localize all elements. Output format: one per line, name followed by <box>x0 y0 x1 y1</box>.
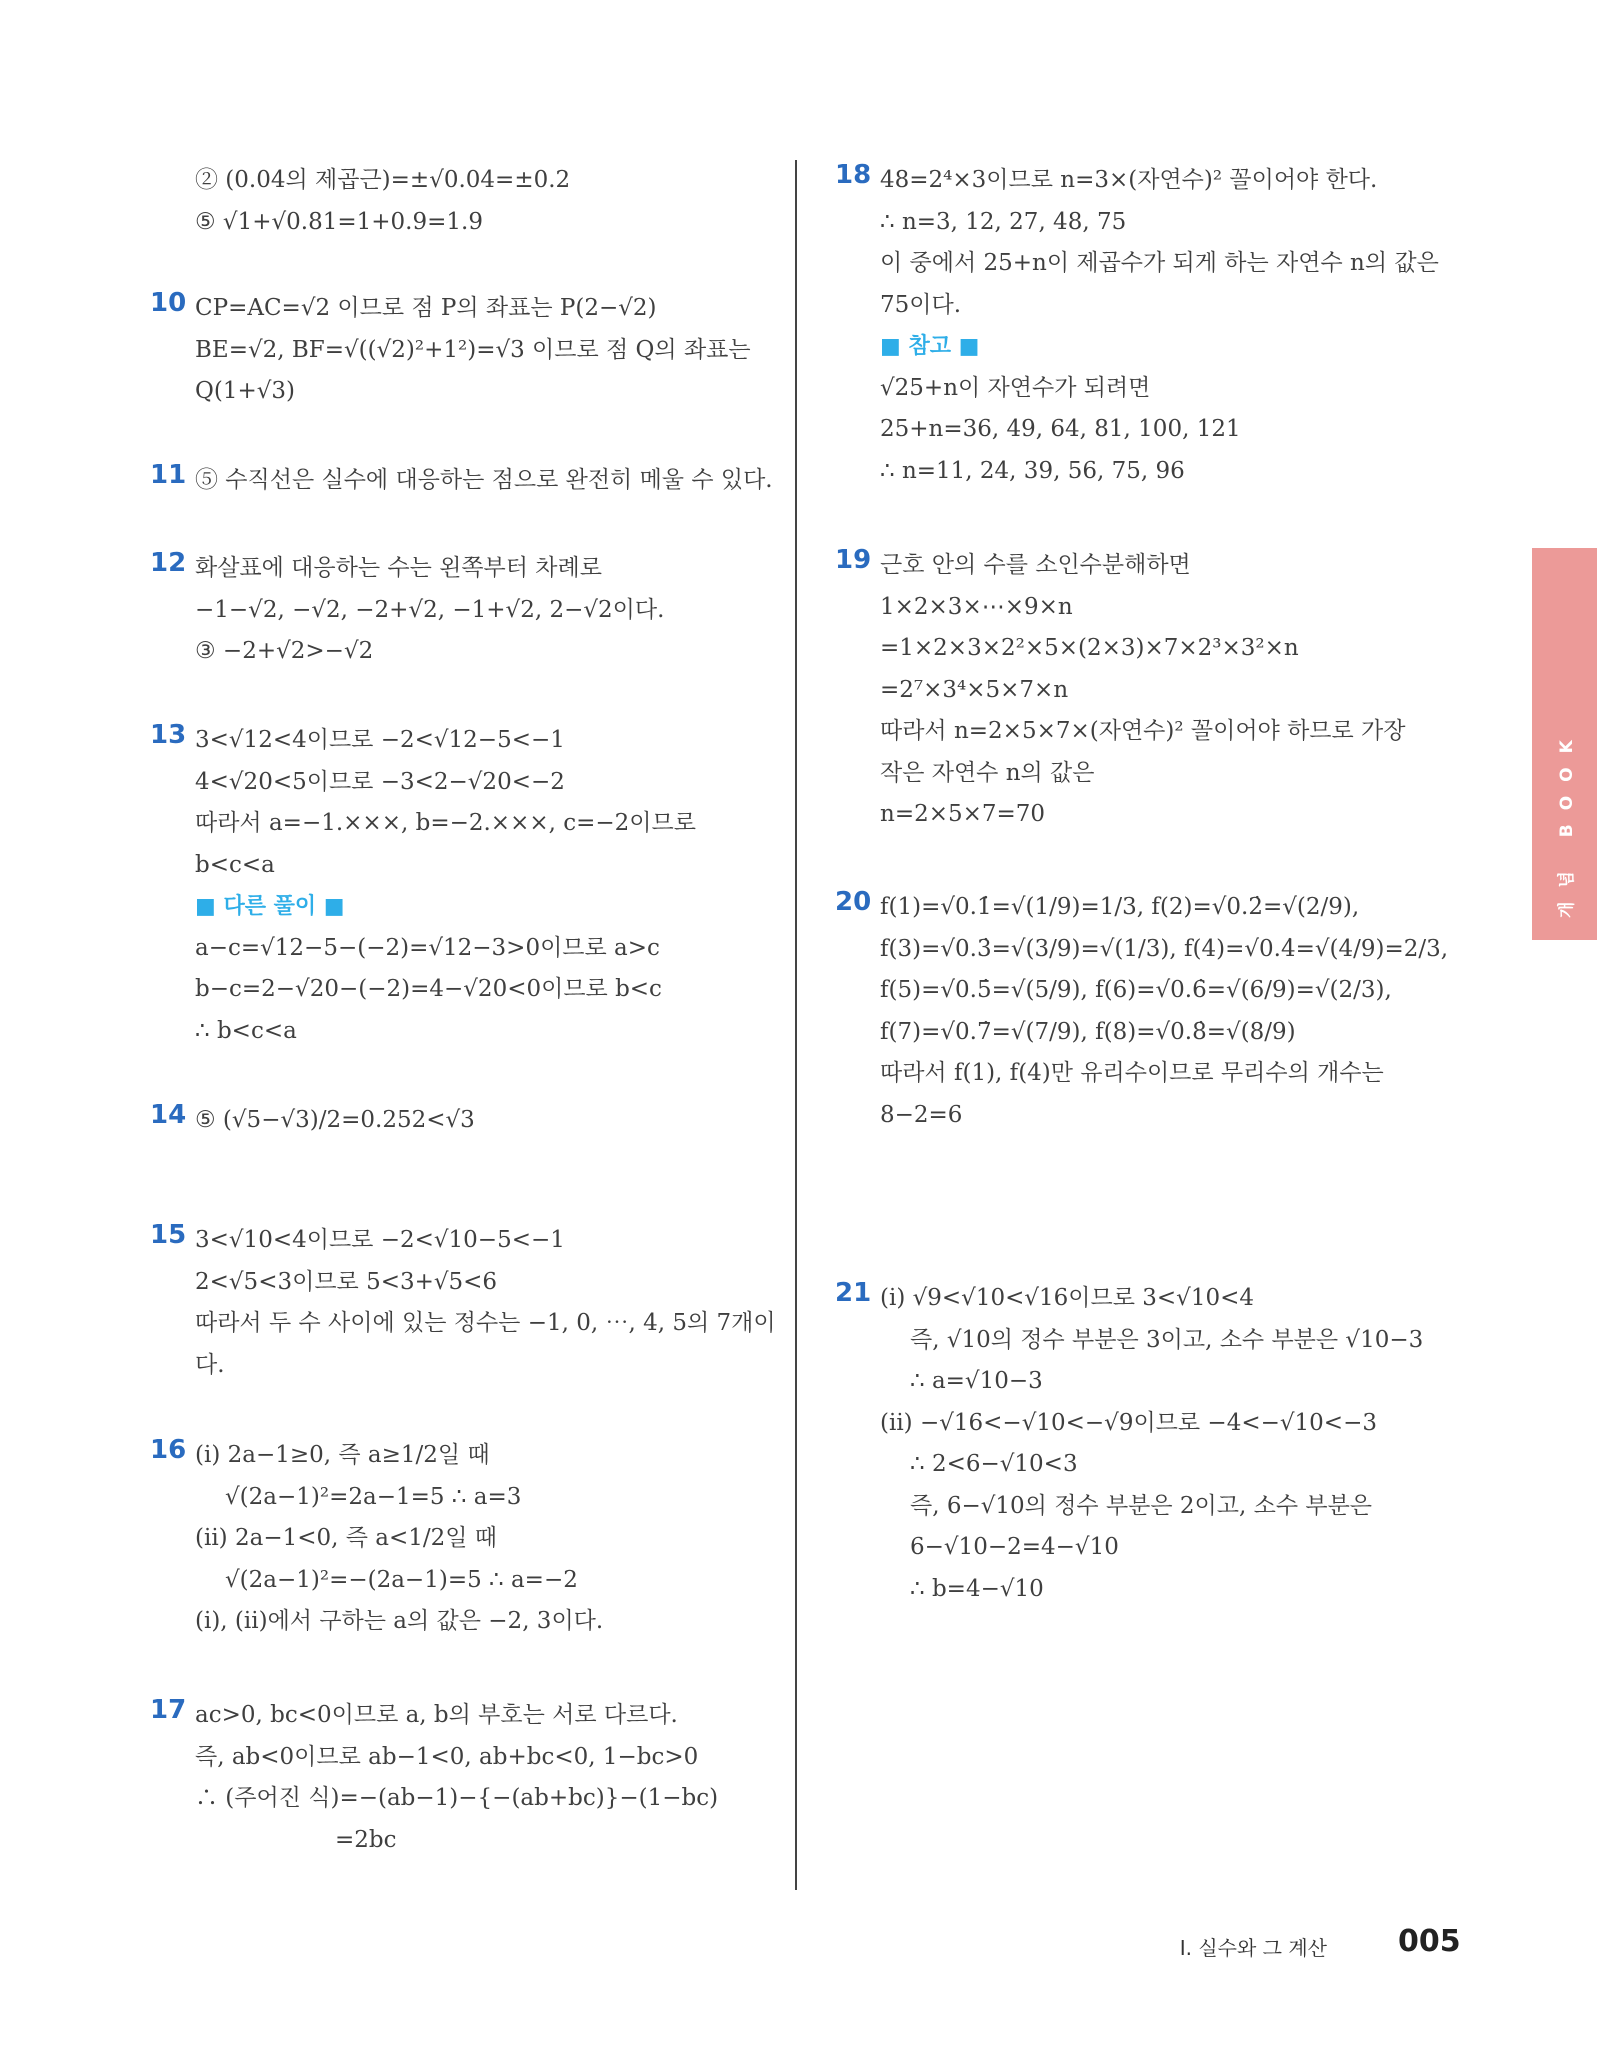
solution-line: (i) 2a−1≥0, 즉 a≥1/2일 때 <box>195 1442 490 1468</box>
problem-body <box>195 1220 790 1386</box>
solution-line: ac>0, bc<0이므로 a, b의 부호는 서로 다르다. <box>195 1702 678 1728</box>
problem-number: 16 <box>150 1435 187 1465</box>
problem-body <box>195 1695 790 1861</box>
solution-line: ∴ (주어진 식)=−(ab−1)−{−(ab+bc)}−(1−bc) <box>195 1785 719 1811</box>
solution-line: 작은 자연수 n의 값은 <box>880 759 1095 786</box>
solution-line: ∴ b<c<a <box>195 1017 297 1044</box>
solution-line: 따라서 a=−1.×××, b=−2.×××, c=−2이므로 <box>195 810 696 836</box>
solution-line: f(7)=√0.7̇=√(7/9), f(8)=√0.8̇=√(8/9) <box>880 1018 1296 1045</box>
problem-body <box>195 548 790 673</box>
problem-body <box>880 160 1465 492</box>
footer-page-number: 005 <box>1398 1924 1461 1959</box>
solution-line: ⑤ (√5−√3)/2=0.252<√3 <box>195 1107 475 1133</box>
note-heading: ■ 다른 풀이 ■ <box>195 894 345 919</box>
problem-number: 13 <box>150 720 187 750</box>
solution-line: 즉, ab<0이므로 ab−1<0, ab+bc<0, 1−bc>0 <box>195 1743 699 1770</box>
problem-number: 11 <box>150 460 187 490</box>
solution-line: b<c<a <box>195 851 275 878</box>
column-divider <box>795 160 797 1890</box>
solution-line: ∴ a=√10−3 <box>910 1368 1043 1394</box>
solution-line: ② (0.04의 제곱근)=±√0.04=±0.2 <box>195 167 571 193</box>
solution-line: CP=AC=√2 이므로 점 P의 좌표는 P(2−√2) <box>195 295 657 321</box>
solution-line: b−c=2−√20−(−2)=4−√20<0이므로 b<c <box>195 976 662 1002</box>
solution-line: 따라서 n=2×5×7×(자연수)² 꼴이어야 하므로 가장 <box>880 718 1406 744</box>
solution-line: 3<√12<4이므로 −2<√12−5<−1 <box>195 727 565 753</box>
solution-line: ③ −2+√2>−√2 <box>195 638 374 664</box>
problem-number: 10 <box>150 288 187 318</box>
solution-line: 이 중에서 25+n이 제곱수가 되게 하는 자연수 n의 값은 <box>880 250 1439 276</box>
solution-line: ⑤ √1+√0.81=1+0.9=1.9 <box>195 208 483 235</box>
solution-line: 따라서 두 수 사이에 있는 정수는 −1, 0, ⋯, 4, 5의 7개이 <box>195 1310 776 1336</box>
solution-line: f(1)=√0.1̇=√(1/9)=1/3, f(2)=√0.2̇=√(2/9), <box>880 894 1360 920</box>
problem-number: 15 <box>150 1220 187 1250</box>
problem-body <box>195 1435 790 1643</box>
solution-line: ⑤ 수직선은 실수에 대응하는 점으로 완전히 메울 수 있다. <box>195 467 773 493</box>
solution-line: 1×2×3×⋯×9×n <box>880 593 1073 620</box>
solution-line: 즉, √10의 정수 부분은 3이고, 소수 부분은 √10−3 <box>910 1326 1424 1353</box>
solution-line: 따라서 f(1), f(4)만 유리수이므로 무리수의 개수는 <box>880 1060 1384 1086</box>
solution-line: √(2a−1)²=−(2a−1)=5 ∴ a=−2 <box>225 1566 578 1593</box>
problem-number: 21 <box>835 1278 872 1308</box>
problem-number: 20 <box>835 887 872 917</box>
solution-line: f(5)=√0.5̇=√(5/9), f(6)=√0.6̇=√(6/9)=√(2/3), <box>880 977 1392 1003</box>
problem-body <box>195 1100 790 1142</box>
solution-line: Q(1+√3) <box>195 378 295 404</box>
solution-line: a−c=√12−5−(−2)=√12−3>0이므로 a>c <box>195 934 660 961</box>
solution-line: (ii) −√16<−√10<−√9이므로 −4<−√10<−3 <box>880 1409 1377 1436</box>
problem-body <box>195 288 790 413</box>
solution-line: 75이다. <box>880 291 962 318</box>
side-tab <box>1532 548 1597 940</box>
solution-line: =2⁷×3⁴×5×7×n <box>880 676 1069 703</box>
problem-body <box>880 1278 1465 1610</box>
problem-body <box>880 887 1465 1136</box>
solution-line: 즉, 6−√10의 정수 부분은 2이고, 소수 부분은 <box>910 1492 1373 1519</box>
solution-line: √(2a−1)²=2a−1=5 ∴ a=3 <box>225 1483 522 1510</box>
footer-chapter: I. 실수와 그 계산 <box>1179 1936 1327 1960</box>
problem-body <box>195 720 790 1052</box>
solution-line: 6−√10−2=4−√10 <box>910 1534 1119 1560</box>
problem-body <box>195 160 790 243</box>
solution-line: 4<√20<5이므로 −3<2−√20<−2 <box>195 768 565 795</box>
solution-line: f(3)=√0.3̇=√(3/9)=√(1/3), f(4)=√0.4̇=√(4/9)=2/3, <box>880 935 1449 962</box>
solution-line: 근호 안의 수를 소인수분해하면 <box>880 552 1191 578</box>
problem-number: 12 <box>150 548 187 578</box>
problem-number: 17 <box>150 1695 187 1725</box>
solution-line: 3<√10<4이므로 −2<√10−5<−1 <box>195 1227 565 1253</box>
problem-body <box>195 460 790 502</box>
solution-line: ∴ n=11, 24, 39, 56, 75, 96 <box>880 457 1185 484</box>
solution-line: =1×2×3×2²×5×(2×3)×7×2³×3²×n <box>880 635 1299 661</box>
solution-line: (i), (ii)에서 구하는 a의 값은 −2, 3이다. <box>195 1608 604 1634</box>
problem-number: 14 <box>150 1100 187 1130</box>
solution-line: √25+n이 자연수가 되려면 <box>880 374 1151 401</box>
solution-line: 2<√5<3이므로 5<3+√5<6 <box>195 1268 498 1295</box>
solution-line: n=2×5×7=70 <box>880 801 1046 827</box>
solution-line: (i) √9<√10<√16이므로 3<√10<4 <box>880 1285 1254 1311</box>
solution-line: 다. <box>195 1351 225 1378</box>
solution-line: 화살표에 대응하는 수는 왼쪽부터 차례로 <box>195 555 602 581</box>
problem-number: 19 <box>835 545 872 575</box>
problem-body <box>880 545 1465 836</box>
solution-line: BE=√2, BF=√((√2)²+1²)=√3 이므로 점 Q의 좌표는 <box>195 336 751 363</box>
solution-line: ∴ b=4−√10 <box>910 1575 1044 1602</box>
solution-line: 25+n=36, 49, 64, 81, 100, 121 <box>880 416 1241 442</box>
problem-number: 18 <box>835 160 872 190</box>
solution-line: =2bc <box>335 1826 397 1853</box>
solution-line: (ii) 2a−1<0, 즉 a<1/2일 때 <box>195 1525 498 1551</box>
solution-line: ∴ 2<6−√10<3 <box>910 1451 1078 1477</box>
solution-line: −1−√2, −√2, −2+√2, −1+√2, 2−√2이다. <box>195 596 665 623</box>
solution-line: 48=2⁴×3이므로 n=3×(자연수)² 꼴이어야 한다. <box>880 167 1378 193</box>
side-tab-label: 개념 BOOK <box>1557 726 1577 918</box>
solution-line: 8−2=6 <box>880 1101 963 1128</box>
note-heading: ■ 참고 ■ <box>880 334 980 359</box>
solution-line: ∴ n=3, 12, 27, 48, 75 <box>880 208 1127 235</box>
